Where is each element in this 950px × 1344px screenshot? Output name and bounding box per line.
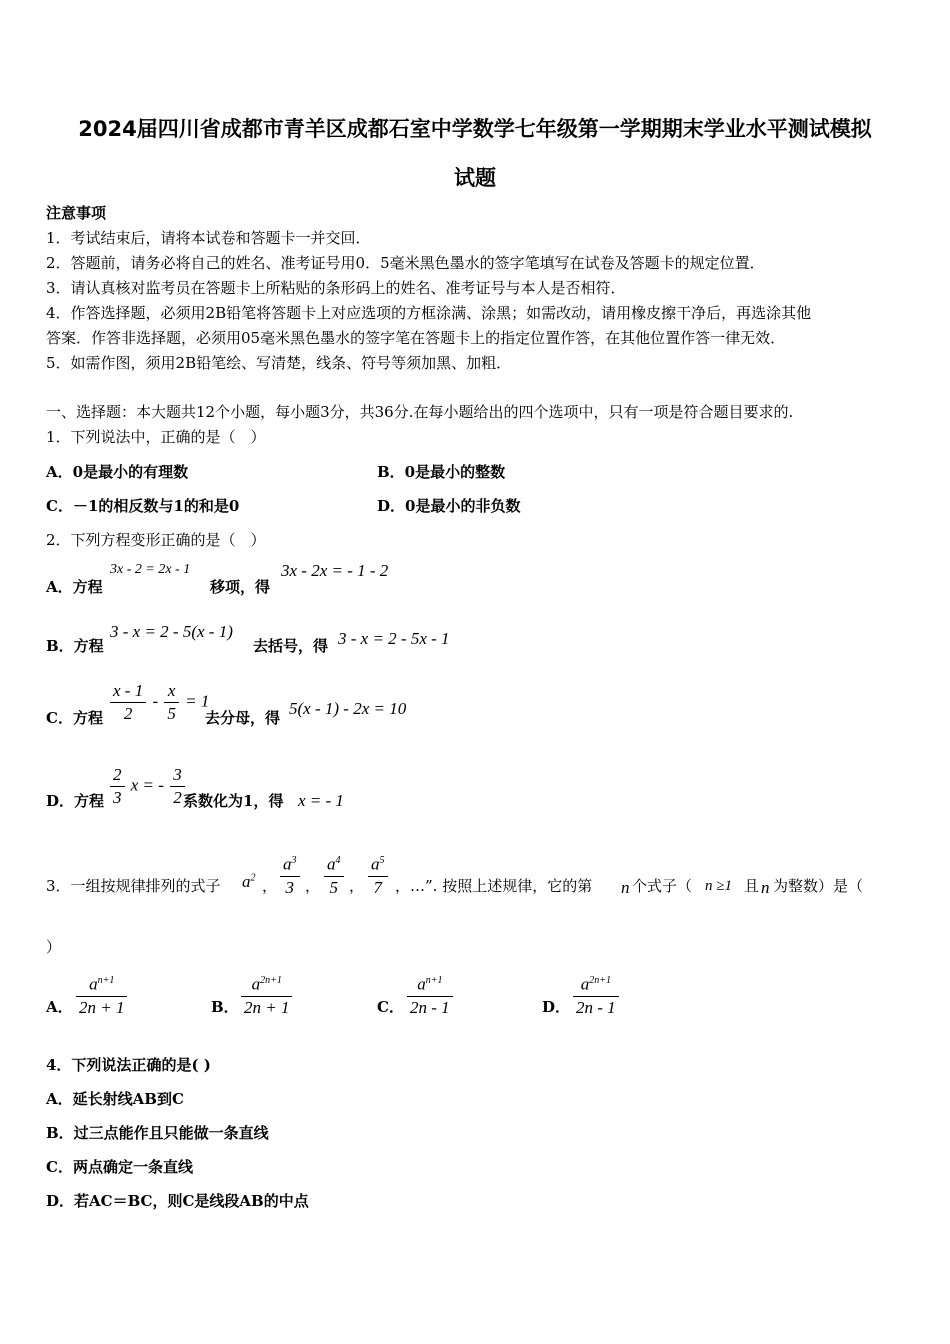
variable: a <box>327 854 336 874</box>
q2-option-c-equation <box>108 680 209 725</box>
q3-term-2 <box>278 850 302 899</box>
variable: a <box>580 974 590 994</box>
denominator: 2n + 1 <box>244 997 290 1017</box>
notice-item: 3．请认真核对监考员在答题卡上所粘贴的条形码上的姓名、准考证号与本人是否相符． <box>46 279 626 297</box>
denominator: 2 <box>123 704 133 723</box>
numerator <box>573 970 619 997</box>
fraction <box>368 850 388 899</box>
denominator: 2n - 1 <box>410 997 450 1017</box>
denominator: 3 <box>113 788 122 807</box>
q2-stem: 2．下列方程变形正确的是（ ） <box>46 531 266 549</box>
q3-term-4 <box>366 850 390 899</box>
exponent: 3 <box>291 855 297 866</box>
q3-term-3 <box>322 850 346 899</box>
fraction <box>280 850 300 899</box>
section-heading: 一、选择题：本大题共12个小题，每小题3分，共36分.在每小题给出的四个选项中，只有一项是符合题目要求的. <box>46 403 794 421</box>
q3-stem-end: 为整数）是（ <box>773 877 864 895</box>
q3-option-d-label: D． <box>542 998 571 1016</box>
fraction <box>110 680 146 725</box>
denominator: 2n + 1 <box>79 997 125 1017</box>
q2-option-c-label: C．方程 <box>46 709 103 727</box>
denominator: 3 <box>285 877 294 897</box>
q2-option-b-result: 3 - x = 2 - 5x - 1 <box>338 629 450 648</box>
q2-option-a-mid: 移项，得 <box>210 578 271 596</box>
q3-option-b-fraction <box>239 970 294 1019</box>
fraction <box>76 970 127 1019</box>
exponent: 2n+1 <box>589 975 611 986</box>
q2-option-b-mid: 去括号，得 <box>253 637 329 655</box>
page-title-line1: 2024届四川省成都市青羊区成都石室中学数学七年级第一学期期末学业水平测试模拟 <box>78 117 872 141</box>
q2-option-c-result: 5(x - 1) - 2x = 10 <box>289 699 407 718</box>
q3-option-c-fraction <box>405 970 455 1019</box>
fraction <box>110 764 125 809</box>
numerator <box>407 970 453 997</box>
q3-stem-middle-2: 个式子（ <box>632 877 693 895</box>
exponent: 5 <box>379 855 385 866</box>
x-equals: x = - <box>130 775 164 795</box>
q2-option-a-result: 3x - 2x = - 1 - 2 <box>281 561 389 580</box>
exponent: n+1 <box>425 975 443 986</box>
denominator: 7 <box>373 877 382 897</box>
q2-option-d-result: x = - 1 <box>298 791 344 810</box>
q3-option-a-fraction <box>74 970 129 1019</box>
q2-option-a-equation: 3x - 2 = 2x - 1 <box>110 562 191 577</box>
q2-option-d-equation <box>108 764 187 809</box>
exponent: 2n+1 <box>260 975 282 986</box>
fraction <box>164 680 179 725</box>
q3-condition: n ≥1 <box>705 878 732 894</box>
separator: ， <box>349 877 365 895</box>
q3-option-b-label: B． <box>211 998 239 1016</box>
variable: a <box>417 974 426 994</box>
numerator <box>76 970 127 997</box>
q2-option-b-equation: 3 - x = 2 - 5(x - 1) <box>110 622 233 641</box>
q3-stem-middle: ，…”. 按照上述规律，它的第 <box>395 877 593 895</box>
variable: a <box>371 854 380 874</box>
q3-variable-n: n <box>761 878 770 897</box>
q4-option-d: D．若AC＝BC，则C是线段AB的中点 <box>46 1192 309 1210</box>
q2-option-d-label: D．方程 <box>46 792 105 810</box>
variable: a <box>242 872 251 891</box>
q3-stem-close: ） <box>46 938 62 956</box>
denominator: 2n - 1 <box>576 997 616 1017</box>
variable: a <box>251 974 261 994</box>
q4-stem: 4．下列说法正确的是( ) <box>46 1056 211 1074</box>
denominator: 5 <box>167 704 176 723</box>
q4-option-a: A．延长射线AB到C <box>46 1090 184 1108</box>
page-title-line2: 试题 <box>454 166 496 190</box>
q3-option-a-label: A． <box>46 998 73 1016</box>
q2-option-a-label: A．方程 <box>46 578 103 596</box>
separator: ， <box>262 877 278 895</box>
fraction <box>324 850 344 899</box>
variable: a <box>89 974 98 994</box>
notice-item: 2．答题前，请务必将自己的姓名、准考证号用0．5毫米黑色墨水的签字笔填写在试卷及答题卡的规定位置． <box>46 254 765 272</box>
numerator: 2 <box>110 764 125 787</box>
fraction <box>241 970 292 1019</box>
q2-option-c-mid: 去分母，得 <box>205 709 281 727</box>
right-hand-side: = 1 <box>185 691 210 711</box>
q3-stem-middle-3: 且 <box>744 877 760 895</box>
q3-variable-n: n <box>621 878 630 897</box>
notice-item: 5．如需作图，须用2B铅笔绘、写清楚，线条、符号等须加黑、加粗． <box>46 354 512 372</box>
numerator <box>324 850 344 877</box>
notice-heading: 注意事项 <box>46 204 107 222</box>
notice-item: 答案．作答非选择题，必须用05毫米黑色墨水的签字笔在答题卡上的指定位置作答，在其他位置作答一律无效． <box>46 329 786 347</box>
q1-option-d: D．0是最小的非负数 <box>377 497 521 515</box>
numerator: x - 1 <box>110 680 146 703</box>
q4-option-c: C．两点确定一条直线 <box>46 1158 193 1176</box>
numerator <box>280 850 300 877</box>
fraction <box>407 970 453 1019</box>
numerator: 3 <box>170 764 185 787</box>
q1-option-a: A．0是最小的有理数 <box>46 463 189 481</box>
q1-stem: 1．下列说法中，正确的是（ ） <box>46 428 266 446</box>
q3-option-d-fraction <box>571 970 621 1019</box>
exponent: 4 <box>335 855 341 866</box>
fraction <box>573 970 619 1019</box>
minus-sign: - <box>152 691 159 711</box>
q1-option-b: B．0是最小的整数 <box>377 463 506 481</box>
notice-item: 4．作答选择题，必须用2B铅笔将答题卡上对应选项的方框涂满、涂黑；如需改动，请用橡皮擦干净后，再选涂其他 <box>46 304 812 322</box>
q2-option-d-mid: 系数化为1，得 <box>183 792 284 810</box>
denominator: 2 <box>173 788 182 807</box>
q3-stem-prefix: 3．一组按规律排列的式子 <box>46 877 221 895</box>
q4-option-b: B．过三点能作且只能做一条直线 <box>46 1124 269 1142</box>
q3-option-c-label: C． <box>377 998 404 1016</box>
q2-option-b-label: B．方程 <box>46 637 104 655</box>
numerator <box>368 850 388 877</box>
exponent: 2 <box>250 872 256 884</box>
q3-first-term <box>242 872 256 892</box>
notice-item: 1．考试结束后，请将本试卷和答题卡一并交回． <box>46 229 371 247</box>
variable: a <box>283 854 292 874</box>
separator: ， <box>305 877 321 895</box>
numerator <box>241 970 292 997</box>
q1-option-c: C．－1的相反数与1的和是0 <box>46 497 240 515</box>
denominator: 5 <box>329 877 338 897</box>
exponent: n+1 <box>97 975 115 986</box>
numerator: x <box>164 680 179 703</box>
